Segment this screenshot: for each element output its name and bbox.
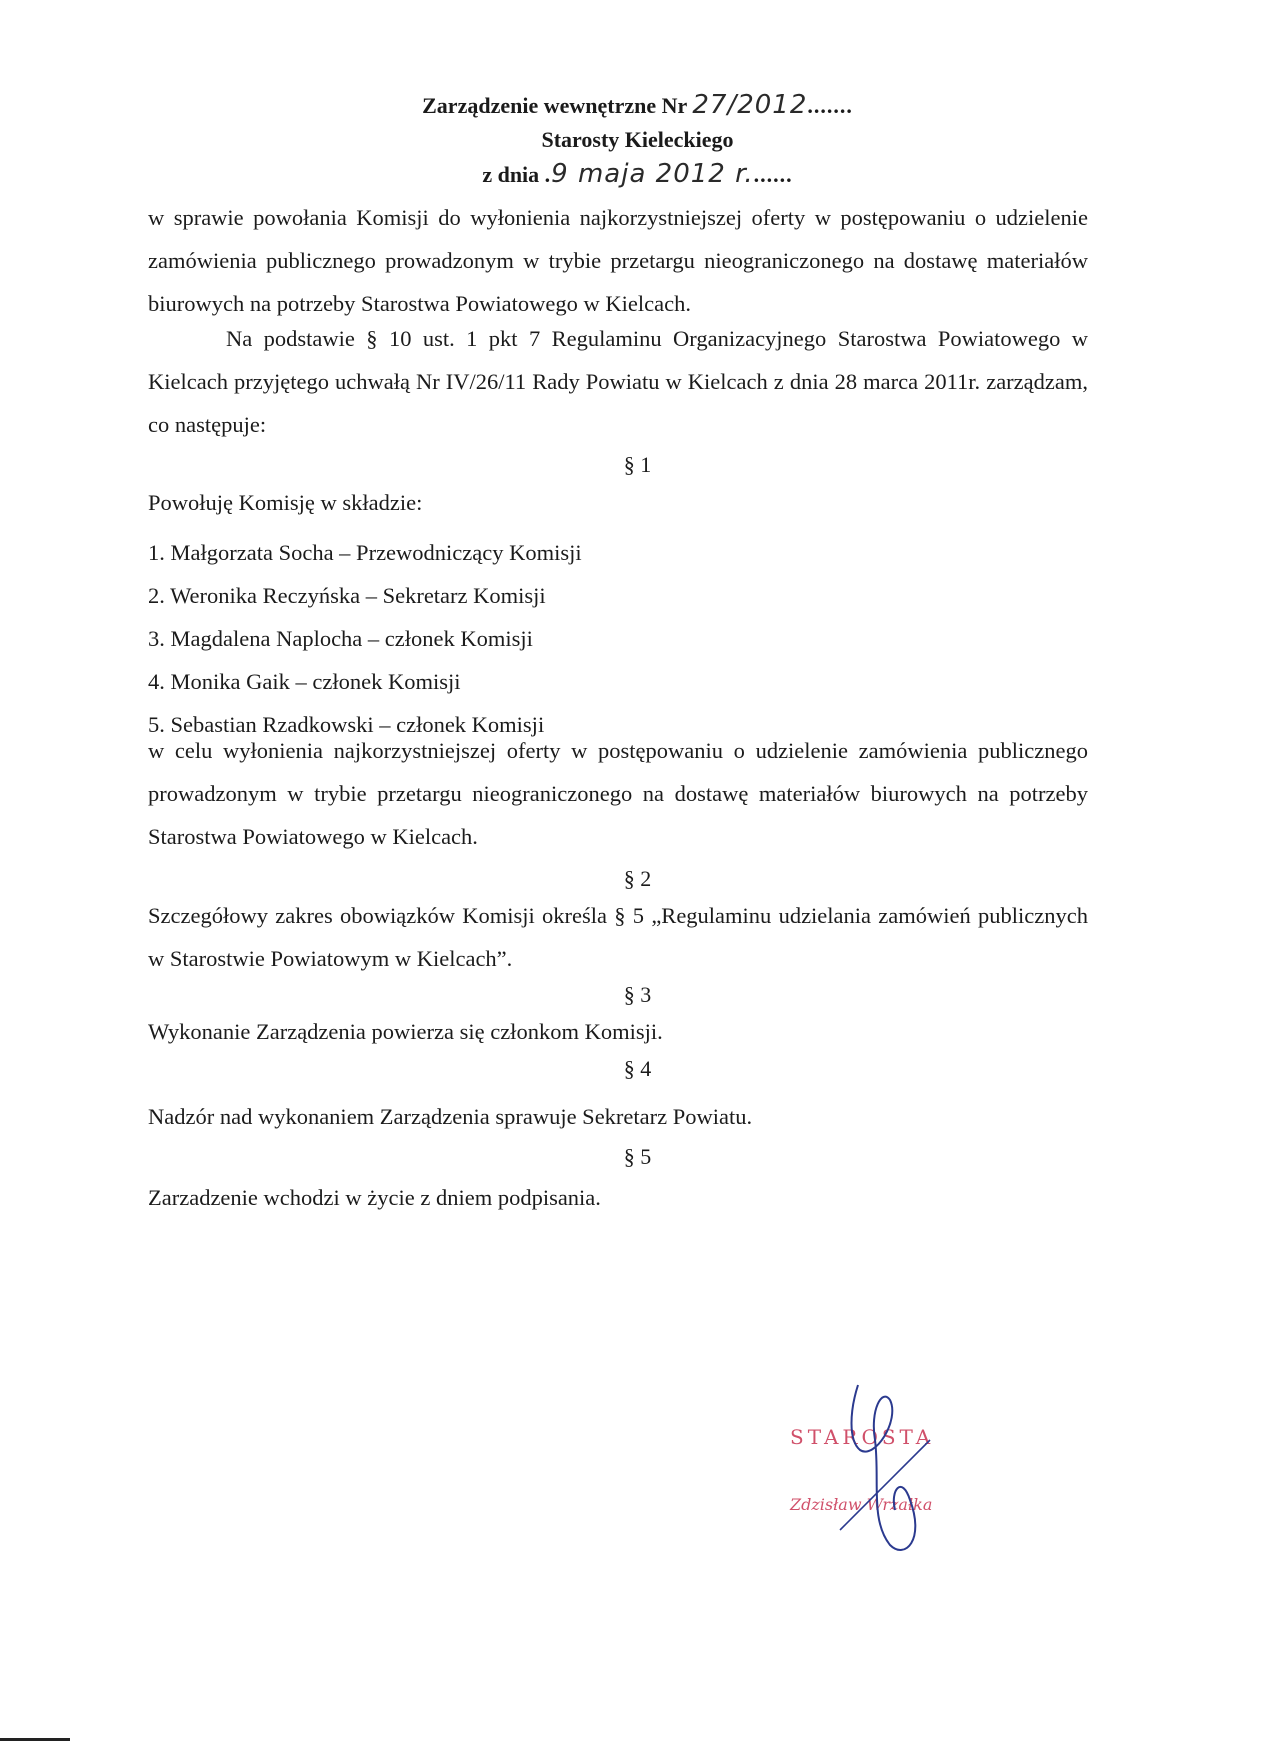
section-2-text: Szczegółowy zakres obowiązków Komisji określa § 5 „Regulaminu udzielania zamówień publicznych w Starostwie Powiatowym w Kielcach”. <box>148 903 1088 971</box>
subject-paragraph <box>148 196 1088 325</box>
section-3-text: Wykonanie Zarządzenia powierza się członkom Komisji. <box>148 1019 663 1044</box>
section-1-sign: § 1 <box>623 452 652 477</box>
section-4-sign: § 4 <box>623 1056 652 1081</box>
commission-members-list <box>148 531 582 746</box>
document-header <box>0 88 1275 192</box>
section-2-sign: § 2 <box>623 866 652 891</box>
handwritten-date: 9 maja 2012 r. <box>551 159 754 189</box>
stamp-name: Zdzisław Wrzałka <box>790 1495 933 1514</box>
date-prefix: z dnia <box>482 162 545 187</box>
section-5-text: Zarzadzenie wchodzi w życie z dniem podpisania. <box>148 1185 601 1210</box>
section-1-intro: Powołuję Komisję w składzie: <box>148 490 423 515</box>
list-item: 1. Małgorzata Socha – Przewodniczący Komisji <box>148 540 582 565</box>
section-1-purpose-text: w celu wyłonienia najkorzystniejszej oferty w postępowaniu o udzielenie zamówienia publicznego prowadzonym w trybie przetargu nieograniczonego na dostawę materiałów biurowych na potrzeby Starostwa Powiatowego w Kielcach. <box>148 738 1088 849</box>
list-item: 4. Monika Gaik – członek Komisji <box>148 669 461 694</box>
stamp-title: STAROSTA <box>790 1425 935 1449</box>
list-item: 2. Weronika Reczyńska – Sekretarz Komisji <box>148 583 546 608</box>
section-2-paragraph <box>148 894 1088 980</box>
scan-edge-mark <box>0 1738 70 1741</box>
section-4-text: Nadzór nad wykonaniem Zarządzenia sprawuje Sekretarz Powiatu. <box>148 1104 753 1129</box>
date-line: z dnia .9 maja 2012 r....... <box>482 159 793 189</box>
section-3-sign: § 3 <box>623 982 652 1007</box>
legal-basis-paragraph <box>148 317 1088 446</box>
title-prefix: Zarządzenie wewnętrzne Nr <box>422 93 693 118</box>
handwritten-signature <box>830 1380 950 1560</box>
issuer-line: Starosty Kieleckiego <box>541 127 734 152</box>
title-line: Zarządzenie wewnętrzne Nr 27/2012....... <box>422 90 853 120</box>
handwritten-number: 27/2012 <box>692 90 808 120</box>
list-item: 3. Magdalena Naplocha – członek Komisji <box>148 626 533 651</box>
section-5-sign: § 5 <box>623 1144 652 1169</box>
list-item: 5. Sebastian Rzadkowski – członek Komisji <box>148 712 545 737</box>
legal-basis-text: Na podstawie § 10 ust. 1 pkt 7 Regulaminu Organizacyjnego Starostwa Powiatowego w Kielcach przyjętego uchwałą Nr IV/26/11 Rady Powiatu w Kielcach z dnia 28 marca 2011r. zarządzam, co następuje: <box>148 326 1088 437</box>
subject-text: w sprawie powołania Komisji do wyłonienia najkorzystniejszej oferty w postępowaniu o udzielenie zamówienia publicznego prowadzonym w trybie przetargu nieograniczonego na dostawę materiałów biurowych na potrzeby Starostwa Powiatowego w Kielcach. <box>148 205 1088 316</box>
section-1-purpose <box>148 729 1088 858</box>
